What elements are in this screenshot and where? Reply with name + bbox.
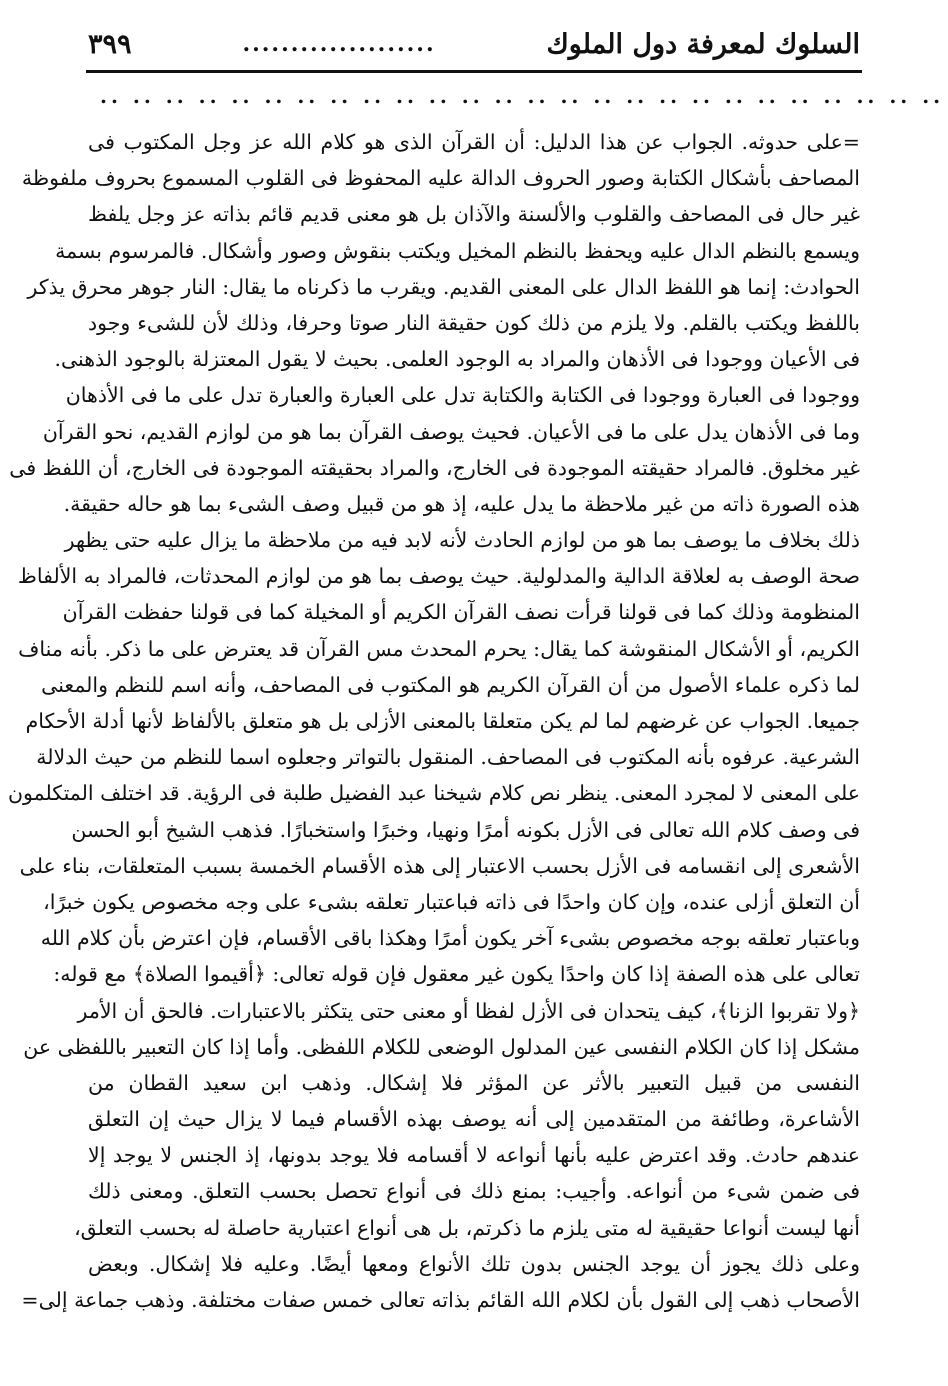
book-title: السلوك لمعرفة دول الملوك [546, 28, 860, 60]
text-line: غير حال فى المصاحف والقلوب والألسنة والآذان بل هو معنى قديم قائم بذاته عز وجل يلفظ [88, 202, 860, 227]
header-leader-dots: .................... [242, 31, 436, 57]
text-line: الشرعية. عرفوه بأنه المكتوب فى المصاحف. المنقول بالتواتر وجعلوه اسما للنظم من حيث الدلالة [36, 745, 860, 770]
text-line: وباعتبار تعلقه بوجه مخصوص بشىء آخر يكون أمرًا وهكذا باقى الأقسام، فإن اعترض بأن كلام الله [40, 926, 860, 951]
text-line: على المعنى لا لمجرد المعنى. ينظر نص كلام شيخنا عبد الفضيل طلبة فى الرؤية. قد اختلف المتكلمون [7, 781, 860, 806]
header-rule [86, 70, 862, 73]
text-line: مشكل إذا كان الكلام النفسى عين المدلول الوضعى للكلام اللفظى. وأما إذا كان التعبير باللفظى عن [23, 1034, 860, 1059]
text-line: هذه الصورة ذاته من غير ملاحظة ما يدل عليه، إذ هو من قبيل وصف الشىء بما هو حاله حقيقة. [63, 491, 860, 516]
text-line: الكريم، أو الأشكال المنقوشة كما يقال: يحرم المحدث مس القرآن قد يعترض على ما ذكر. بأنه مناف [18, 636, 860, 661]
text-line: تعالى على هذه الصفة إذا كان واحدًا يكون غير معقول فإن قوله تعالى: ﴿أقيموا الصلاة﴾ مع قوله: [53, 962, 860, 987]
page-number: ٣٩٩ [88, 28, 132, 60]
text-line: ويسمع بالنظم الدال عليه ويحفظ بالنظم المخيل ويكتب بنقوش وصور وأشكال. فالمرسوم بسمة [55, 238, 860, 263]
text-line: وعلى ذلك يجوز أن يوجد الجنس بدون تلك الأنواع ومعها أيضًا. وعليه فلا إشكال. وبعض [88, 1251, 860, 1276]
text-line: الأشعرى إلى انقسامه فى الأزل بحسب الاعتبار إلى هذه الأقسام الخمسة بسبب المتعلقات، بناء على [19, 853, 860, 878]
text-line: ووجودا فى العبارة ووجودا فى الكتابة والكتابة تدل على العبارة والعبارة تدل على ما فى الأذهان [65, 383, 860, 408]
page-header [88, 22, 860, 66]
text-line: فى الأعيان ووجودا فى الأذهان والمراد به الوجود العلمى. بحيث لا يقول المعتزلة بالوجود الذهنى. [54, 347, 860, 372]
text-line: فى وصف كلام الله تعالى فى الأزل بكونه أمرًا ونهيا، وخبرًا واستخبارًا. فذهب الشيخ أبو الحسن [71, 817, 860, 842]
text-line: غير مخلوق. فالمراد حقيقته الموجودة فى الخارج، والمراد بحقيقته الموجودة فى الخارج، أن اللفظ فى [9, 455, 860, 480]
text-line: النفسى من قبيل التعبير بالأثر عن المؤثر فلا إشكال. وذهب ابن سعيد القطان من [88, 1070, 860, 1095]
text-line: الأشاعرة، وطائفة من المتقدمين إلى أنه يوصف بهذه الأقسام فيما لا يزال حيث إن التعلق [88, 1107, 860, 1132]
text-line: لما ذكره علماء الأصول من أن القرآن الكريم هو المكتوب فى المصاحف، وأنه اسم للنظم والمعنى [41, 672, 860, 697]
text-line: المنظومة وذلك كما فى قولنا قرأت نصف القرآن الكريم أو المخيلة كما فى قولنا حفظت القرآن [62, 600, 860, 625]
text-line: فى ضمن شىء من أنواعه. وأجيب: بمنع ذلك فى أنواع تحصل بحسب التعلق. ومعنى ذلك [88, 1179, 860, 1204]
text-line: جميعا. الجواب عن غرضهم لما لم يكن متعلقا بالمعنى الأزلى بل هو متعلق بالألفاظ لأنها أدلة الأحكام [25, 709, 860, 733]
text-line: صحة الوصف به لعلاقة الدالية والمدلولية. حيث يوصف بما هو من لوازم المحدثات، فالمراد به الألفاظ [17, 564, 860, 589]
text-line: ﴿ولا تقربوا الزنا﴾، كيف يتحدان فى الأزل لفظا أو معنى حتى يتكثر بالاعتبارات. فالحق أن الأمر [77, 998, 860, 1023]
body-text [7, 124, 860, 1364]
text-line: الأصحاب ذهب إلى القول بأن لكلام الله القائم بذاته تعالى خمس صفات مختلفة. وذهب جماعة إلى= [21, 1288, 860, 1312]
text-line: الحوادث: إنما هو اللفظ الدال على المعنى القديم. ويقرب ما ذكرناه ما يقال: النار جوهر محرق يذكر [27, 274, 860, 299]
text-line: =على حدوثه. الجواب عن هذا الدليل: أن القرآن الذى هو كلام الله عز وجل المكتوب فى [88, 130, 860, 154]
text-line: أن التعلق أزلى عنده، وإن كان واحدًا فى ذاته فباعتبار تعلقه بشىء على وجه مخصوص يكون خبرًا، [43, 889, 860, 914]
text-line: أنها ليست أنواعا حقيقية له متى يلزم ما ذكرتم، بل هى أنواع اعتبارية حاصلة له بحسب التعلق، [74, 1215, 860, 1240]
text-line: عندهم حادث. وقد اعترض عليه بأنها أنواعه لا أقسامه فلا يوجد بدونها، إذ الجنس لا يوجد إلا [88, 1143, 860, 1168]
text-line: وما فى الأذهان يدل على ما فى الأعيان. فحيث يوصف القرآن بما هو من لوازم القديم، نحو القرآن [42, 419, 860, 444]
text-line: باللفظ ويكتب بالقلم. ولا يلزم من ذلك كون حقيقة النار صوتا وحرفا، وذلك لأن للشىء وجود [88, 310, 860, 335]
text-line: ذلك بخلاف ما يوصف بما هو من لوازم الحادث لأنه لابد فيه من ملاحظة ما يزال عليه حتى يظهر [64, 528, 860, 553]
footnote-separator-dots: .. .. .. .. .. .. .. .. .. .. .. .. .. .. .. .. .. .. .. .. .. .. .. .. .. .. [100, 84, 945, 108]
text-line: المصاحف بأشكال الكتابة وصور الحروف الدالة عليه المحفوظ فى القلوب المسموع بحروف ملفوظة [21, 166, 860, 191]
